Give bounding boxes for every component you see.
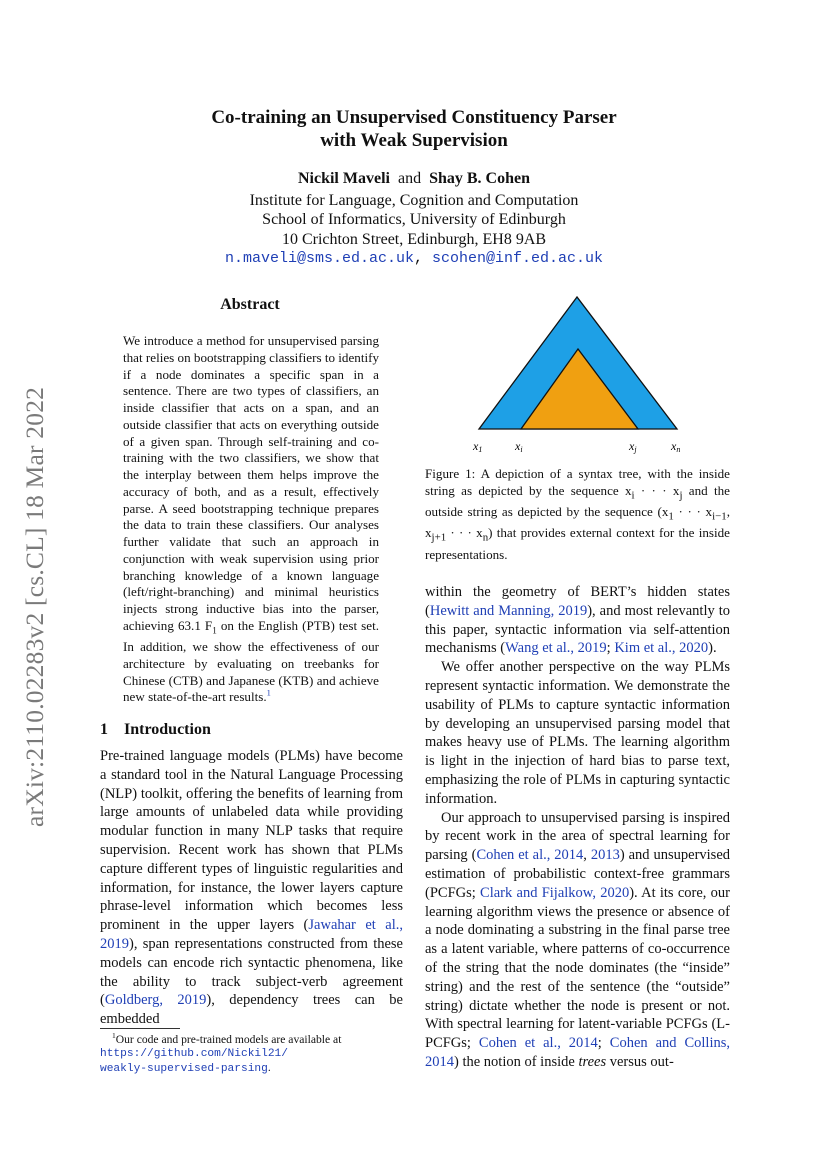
email-1[interactable]: n.maveli@sms.ed.ac.uk: [224, 250, 414, 267]
abstract-body: [123, 333, 379, 706]
intro-text-1: Pre-trained language models (PLMs) have become a standard tool in the Natural Language Processing (NLP) toolkit, offering the benefits of learning from large amounts of unlabeled data while providing modular function in many NLP tasks that require supervision. Recent work has shown that PLMs capture different types of linguistic regularities and information, for instance, the lower layers capture phrase-level information which becomes less prominent in the upper layers (: [100, 748, 403, 934]
p3-text-3: ). At its core, our learning algorithm views the presence or absence of a node dominating a substring in the final parse tree as a latent variable, where patterns of co-occurrence of the string that the node dominates (the “inside” string) and the rest of the sentence (the “outside” string) dictate whether the node is present or not. With spectral learning for latent-variable PCFGs (L-PCFGs;: [425, 884, 730, 1052]
p1-end: ).: [708, 640, 717, 657]
p3-emph-trees: trees: [578, 1053, 607, 1070]
intro-text-3: ), dependency trees can be embedded: [100, 992, 403, 1028]
caption-comma: , x: [425, 504, 730, 541]
footnote-text: Our code and pre-trained models are available at: [115, 1033, 342, 1046]
p3-text-2: ) and unsupervised estimation of probabilistic context-free grammars (PCFGs;: [425, 847, 731, 901]
figure-caption: [425, 466, 730, 564]
label-xn: xn: [671, 439, 681, 454]
p1-text-1: within the geometry of BERT’s hidden states (: [425, 584, 730, 619]
footnote-divider: [100, 1028, 180, 1029]
email-separator: ,: [413, 250, 432, 267]
citation-cohen-2014[interactable]: Cohen et al., 2014: [476, 847, 584, 864]
author-block: [0, 169, 828, 269]
arxiv-identifier: arXiv:2110.02283v2 [cs.CL] 18 Mar 2022: [20, 386, 49, 828]
section-title: Introduction: [124, 721, 211, 738]
abstract-footnote-mark[interactable]: 1: [266, 688, 271, 698]
author-2: Shay B. Cohen: [429, 170, 530, 187]
email-2[interactable]: scohen@inf.ed.ac.uk: [432, 250, 604, 267]
footnote-mark: 1: [112, 1031, 116, 1041]
caption-sub-im1: i−1: [712, 510, 727, 523]
caption-text-3: ) that provides external context for the inside representations.: [425, 525, 730, 562]
citation-kim[interactable]: Kim et al., 2020: [614, 640, 709, 657]
caption-sub-n: n: [482, 532, 489, 545]
caption-prefix: Figure 1:: [425, 466, 476, 481]
section-heading-introduction: [100, 721, 211, 739]
author-and: and: [397, 170, 422, 187]
footnote-url-line-2[interactable]: weakly-supervised-parsing: [100, 1063, 268, 1075]
abstract-heading: Abstract: [220, 296, 280, 313]
affiliation-line-1: Institute for Language, Cognition and Computation: [249, 191, 579, 209]
title-line-1: Co-training an Unsupervised Constituency Parser: [211, 107, 617, 128]
citation-clark-fijalkow[interactable]: Clark and Fijalkow, 2020: [480, 884, 630, 901]
caption-sub-jp1: j+1: [431, 532, 447, 545]
p3-sep-1: ,: [583, 847, 591, 864]
footnote-end: .: [267, 1061, 271, 1074]
p1-text-2: ), and most relevantly to this paper, syntactic information via self-attention mechanisms (: [425, 602, 730, 657]
abstract-f1-subscript: 1: [212, 625, 217, 636]
citation-cohen-2014-b[interactable]: Cohen et al., 2014: [478, 1035, 598, 1052]
caption-text-2: and the outside string as depicted by the sequence (x: [425, 482, 730, 520]
label-x1: x1: [473, 439, 483, 454]
intro-text-2: ), span representations constructed from these models can encode rich syntactic phenomena, like the ability to track subject-verb agreement (: [100, 935, 403, 1009]
p3-text-1: Our approach to unsupervised parsing is inspired by recent work in the area of spectral learning for parsing (: [425, 809, 730, 864]
citation-wang[interactable]: Wang et al., 2019: [505, 640, 607, 657]
p1-sep: ;: [606, 640, 615, 657]
caption-sub-i: i: [631, 489, 635, 502]
caption-text-1: A depiction of a syntax tree, with the inside string as depicted by the sequence x: [425, 466, 730, 498]
syntax-tree-figure: [420, 292, 740, 462]
affiliation-line-2: School of Informatics, University of Edinburgh: [262, 211, 566, 228]
citation-hewitt[interactable]: Hewitt and Manning, 2019: [429, 602, 588, 619]
affiliation-line-3: 10 Crichton Street, Edinburgh, EH8 9AB: [281, 230, 547, 248]
paragraph-2: We offer another perspective on the way PLMs represent syntactic information. We demonstrate the usability of PLMs to capture syntactic information by developing an unsupervised parsing model that makes heavy use of PLMs. The learning algorithm is light in the injection of hard bias to parse text, emphasizing the role of PLMs in capturing syntactic information.: [425, 659, 730, 807]
caption-sub-1: 1: [668, 510, 674, 523]
section-number: 1: [100, 721, 108, 738]
citation-goldberg[interactable]: Goldberg, 2019: [104, 992, 207, 1009]
paragraph-3: [425, 809, 730, 1072]
label-xj: xj: [629, 439, 637, 454]
abstract-text-end: on the English (PTB) test set. In addition, we show the effectiveness of our architecture by evaluating on treebanks for Chinese (CTB) and Japanese (KTB) and achieve new state-of-the-art results.: [123, 617, 379, 705]
abstract-text-main: We introduce a method for unsupervised parsing that relies on bootstrapping classifiers to identify if a node dominates a specific span in a sentence. There are two types of classifiers, an inside classifier that acts on a span, and an outside classifier that acts on everything outside of a given span. Through self-training and co-training with the two classifiers, we show that the interplay between them helps improve the accuracy of both, and as a result, effectively parse. A seed bootstrapping technique prepares the data to train these classifiers. Our analyses further validate that such an approach in conjunction with weak supervision using prior branching knowledge of a known language (left/right-branching) and minimal heuristics injects strong inductive bias into the parser, achieving 63.1 F: [123, 333, 379, 633]
title-line-2: with Weak Supervision: [320, 130, 508, 151]
right-column-body: [425, 583, 730, 1072]
caption-dots-2: · · · x: [673, 504, 713, 520]
citation-cohen-collins[interactable]: Cohen and Collins, 2014: [425, 1035, 730, 1070]
label-xi: xi: [515, 439, 523, 454]
p3-text-4: ) the notion of inside: [454, 1053, 579, 1070]
author-names: [0, 169, 828, 189]
author-1: Nickil Maveli: [297, 170, 390, 187]
p3-text-5: versus out-: [606, 1053, 674, 1070]
footnote: [100, 1033, 410, 1076]
p3-sep-2: ;: [597, 1035, 610, 1052]
paragraph-1: [425, 583, 730, 658]
caption-sub-j: j: [679, 489, 683, 502]
introduction-body: [100, 747, 403, 1029]
paper-title: [0, 106, 828, 152]
author-emails: [0, 249, 828, 269]
citation-cohen-2013[interactable]: 2013: [590, 847, 620, 864]
caption-dots-3: · · · x: [446, 525, 483, 541]
caption-dots-1: · · · x: [634, 482, 680, 498]
citation-jawahar[interactable]: Jawahar et al., 2019: [100, 917, 403, 952]
footnote-url-line-1[interactable]: https://github.com/Nickil21/: [100, 1048, 288, 1060]
